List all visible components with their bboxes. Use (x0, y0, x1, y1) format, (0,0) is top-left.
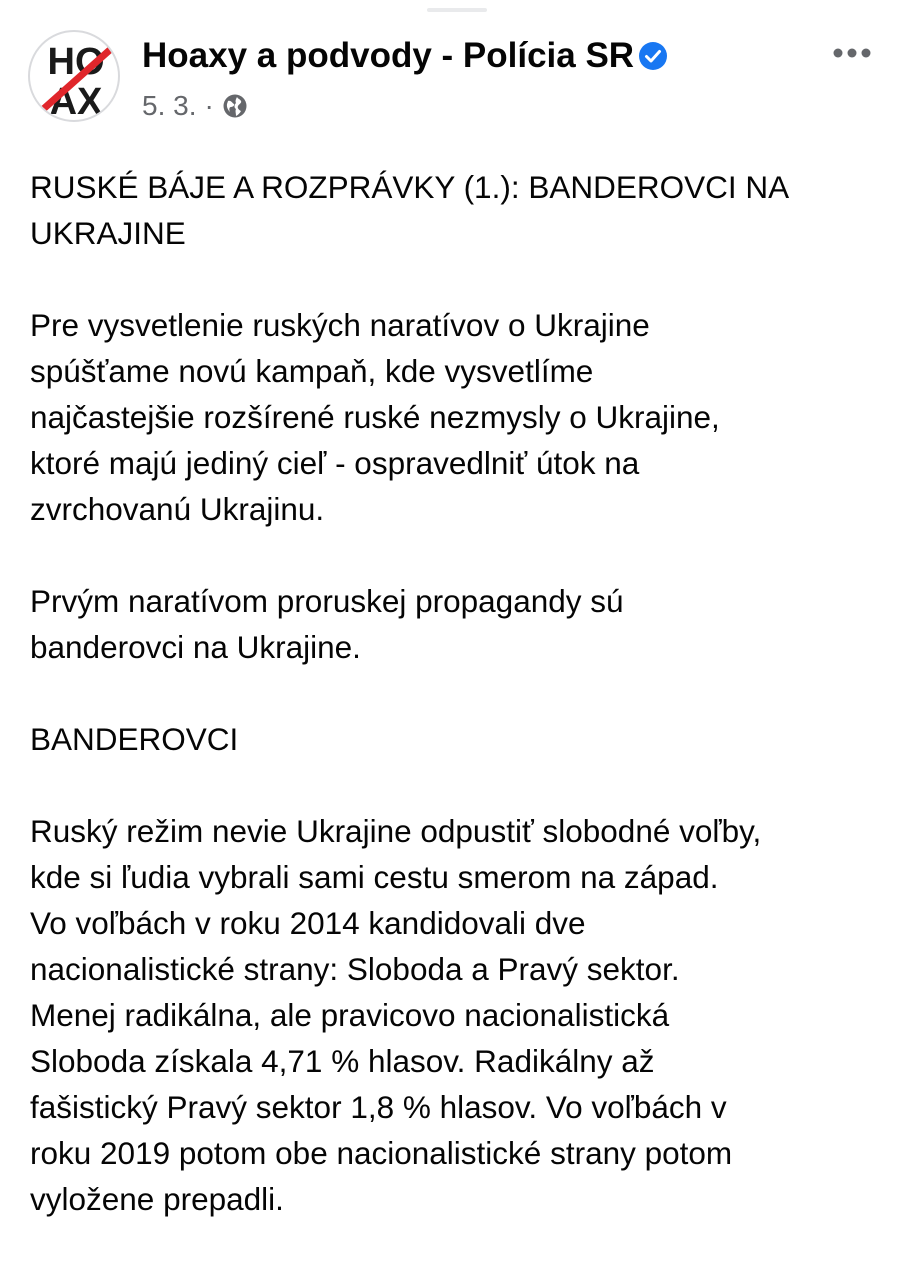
logo-letters-top: HO (47, 41, 105, 83)
hoax-logo (30, 32, 120, 122)
post-text (30, 164, 890, 1268)
meta-separator: · (204, 90, 214, 121)
post-date[interactable]: 5. 3. (142, 90, 197, 121)
post-paragraph-intro: Pre vysvetlenie ruských naratívov o Ukrajine spúšťame novú kampaň, kde vysvetlíme najčastejšie rozšírené ruské nezmysly o Ukrajine, ktoré majú jediný cieľ - ospravedlniť útok na zvrchovanú Ukrajinu. (30, 307, 720, 527)
post-paragraph-first-narrative: Prvým naratívom proruskej propagandy sú banderovci na Ukrajine. (30, 583, 624, 665)
more-options-icon[interactable] (830, 38, 874, 68)
page-avatar[interactable] (28, 30, 120, 122)
post-meta (142, 86, 248, 126)
page-name[interactable]: Hoaxy a podvody - Polícia SR (142, 36, 635, 75)
logo-letters-bottom: AX (49, 81, 103, 123)
post-paragraph-title: RUSKÉ BÁJE A ROZPRÁVKY (1.): BANDEROVCI NA UKRAJINE (30, 169, 790, 251)
post-header (0, 0, 915, 150)
verified-badge-icon (638, 41, 668, 71)
globe-icon (222, 93, 248, 119)
post-paragraph-elections: Ruský režim nevie Ukrajine odpustiť slobodné voľby, kde si ľudia vybrali sami cestu smerom na západ. Vo voľbách v roku 2014 kandidovali dve nacionalistické strany: Sloboda a Pravý sektor. Menej radikálna, ale pravicovo nacionalistická Sloboda získala 4,71 % hlasov. Radikálny až fašistický Pravý sektor 1,8 % hlasov. Vo voľbách v roku 2019 potom obe nacionalistické strany potom vyložene prepadli. (30, 813, 762, 1217)
post-paragraph-heading: BANDEROVCI (30, 721, 239, 757)
